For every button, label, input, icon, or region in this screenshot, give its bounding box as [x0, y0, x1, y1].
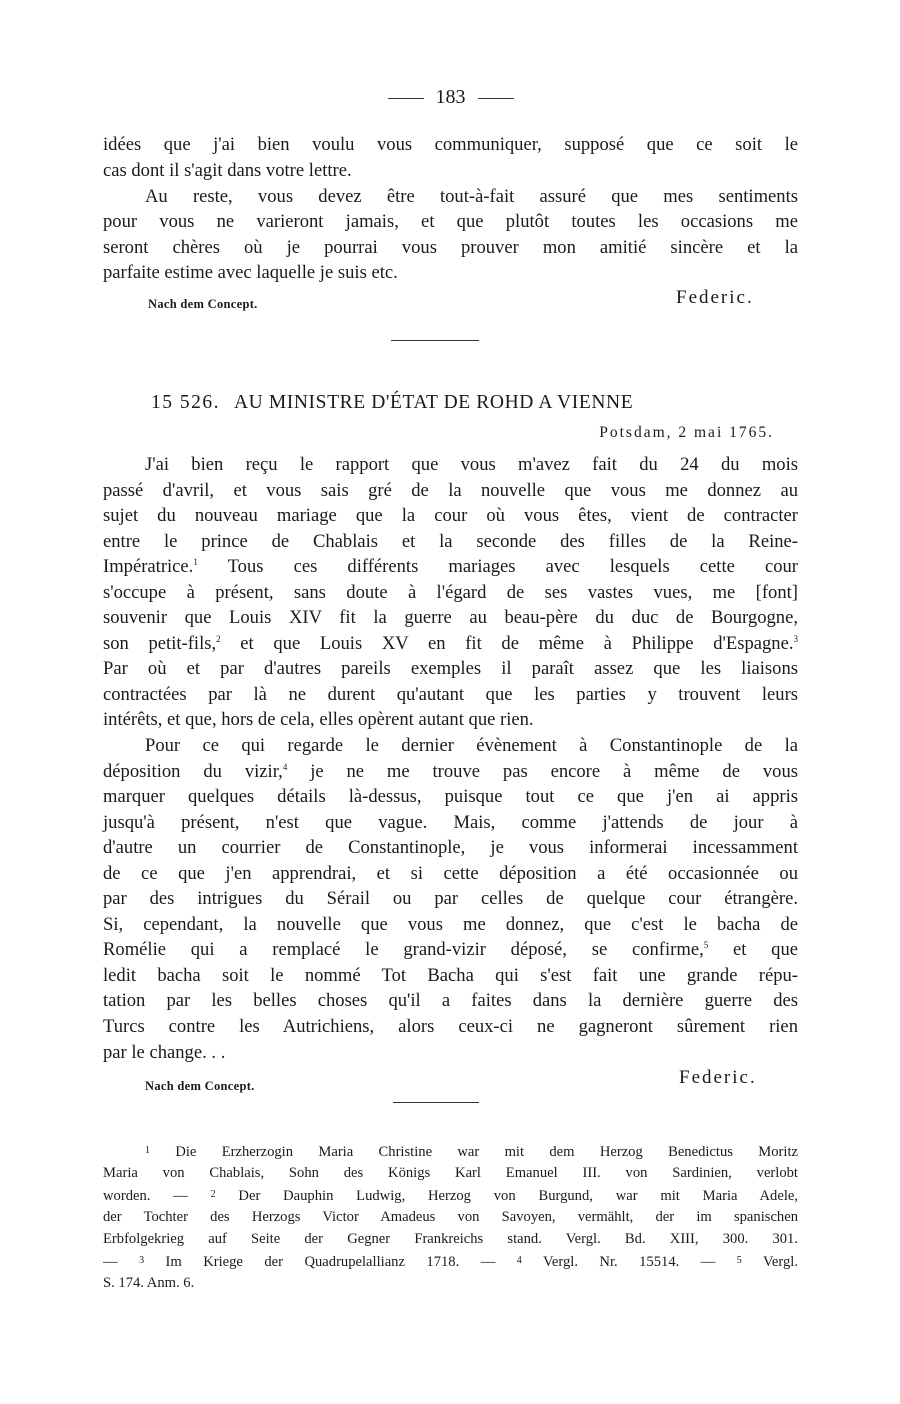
text-line: contractées par là ne durent qu'autant que les parties y trouvent leurs — [103, 684, 798, 705]
footnote-line: — $^3$ Im Kriege der Quadrupelallianz 1718. — $^4$ Vergl. Nr. 15514. — $^5$ Vergl. — [103, 1254, 798, 1270]
text-line: cas dont il s'agit dans votre lettre. — [103, 160, 352, 181]
text-line: déposition du vizir,$^4$ je ne me trouve pas encore à même de vous — [103, 761, 798, 782]
text-line: passé d'avril, et vous sais gré de la nouvelle que vous me donnez au — [103, 480, 798, 501]
page-number: 183 — [103, 86, 798, 109]
text-line: d'autre un courrier de Constantinople, je vous informerai incessamment — [103, 837, 798, 858]
dateline: Potsdam, 2 mai 1765. — [599, 424, 774, 441]
text-line: Impératrice.$^1$ Tous ces différents mariages avec lesquels cette cour — [103, 556, 798, 577]
signature: Federic. — [679, 1067, 757, 1088]
text-line: J'ai bien reçu le rapport que vous m'avez fait du 24 du mois — [145, 454, 798, 475]
footnote-line: worden. — $^2$ Der Dauphin Ludwig, Herzog von Burgund, war mit Maria Adele, — [103, 1188, 798, 1204]
source-note: Nach dem Concept. — [148, 297, 258, 311]
text-line: par des intrigues du Sérail ou par celles de quelque cour étrangère. — [103, 888, 798, 909]
text-line: Turcs contre les Autrichiens, alors ceux-ci ne gagneront sûrement rien — [103, 1016, 798, 1037]
signature: Federic. — [676, 287, 754, 308]
section-divider — [391, 340, 479, 341]
text-line: sujet du nouveau mariage que la cour où vous êtes, vient de contracter — [103, 505, 798, 526]
text-line: s'occupe à présent, sans doute à l'égard de ses vastes vues, me [font] — [103, 582, 798, 603]
text-line: entre le prince de Chablais et la seconde des filles de la Reine- — [103, 531, 798, 552]
footnote-ref: 1 — [193, 557, 198, 567]
text-line: seront chères où je pourrai vous prouver mon amitié sincère et la — [103, 237, 798, 258]
text-line: Par où et par d'autres pareils exemples il paraît assez que les liaisons — [103, 658, 798, 679]
text-line: marquer quelques détails là-dessus, puisque tout ce que j'en ai appris — [103, 786, 798, 807]
text-line: tation par les belles choses qu'il a faites dans la dernière guerre des — [103, 990, 798, 1011]
footnote-line: S. 174. Anm. 6. — [103, 1275, 195, 1291]
text-line: parfaite estime avec laquelle je suis etc. — [103, 262, 398, 283]
section-divider — [393, 1102, 479, 1103]
footnote-line: Erbfolgekrieg auf Seite der Gegner Frankreichs stand. Vergl. Bd. XIII, 300. 301. — [103, 1231, 798, 1247]
text-line: son petit-fils,$^2$ et que Louis XV en fit de même à Philippe d'Espagne.$^3$ — [103, 633, 798, 654]
page-number-dash-left — [388, 98, 424, 99]
page-number-dash-right — [478, 98, 514, 99]
footnote-line: Maria von Chablais, Sohn des Königs Karl Emanuel III. von Sardinien, verlobt — [103, 1165, 798, 1181]
letter-title: AU MINISTRE D'ÉTAT DE ROHD A VIENNE — [234, 392, 634, 413]
text-line: ledit bacha soit le nommé Tot Bacha qui s'est fait une grande répu- — [103, 965, 798, 986]
text-line: intérêts, et que, hors de cela, elles opèrent autant que rien. — [103, 709, 534, 730]
footnote-ref: 2 — [216, 634, 221, 644]
text-line: jusqu'à présent, n'est que vague. Mais, comme j'attends de jour à — [103, 812, 798, 833]
footnote-ref: 5 — [703, 940, 709, 950]
text-line: Si, cependant, la nouvelle que vous me donnez, que c'est le bacha de — [103, 914, 798, 935]
text-line: de ce que j'en apprendrai, et si cette déposition a été occasionnée ou — [103, 863, 798, 884]
text-line: souvenir que Louis XIV fit la guerre au beau-père du duc de Bourgogne, — [103, 607, 798, 628]
text-line: Pour ce qui regarde le dernier évènement à Constantinople de la — [145, 735, 798, 756]
source-note: Nach dem Concept. — [145, 1079, 255, 1093]
text-line: idées que j'ai bien voulu vous communiquer, supposé que ce soit le — [103, 134, 798, 155]
text-line: Romélie qui a remplacé le grand-vizir déposé, se confirme,$^5$ et que — [103, 939, 798, 960]
text-line: pour vous ne varieront jamais, et que plutôt toutes les occasions me — [103, 211, 798, 232]
letter-heading — [151, 392, 633, 414]
text-line: Au reste, vous devez être tout-à-fait assuré que mes sentiments — [145, 186, 798, 207]
letter-number: 15 526. — [151, 392, 220, 413]
footnote-line: der Tochter des Herzogs Victor Amadeus von Savoyen, vermählt, der im spanischen — [103, 1209, 798, 1225]
footnote-ref: 3 — [793, 634, 798, 644]
footnote-line: $^1$ Die Erzherzogin Maria Christine war mit dem Herzog Benedictus Moritz — [145, 1144, 798, 1160]
text-line: par le change. . . — [103, 1042, 226, 1063]
footnote-ref: 4 — [282, 762, 288, 772]
